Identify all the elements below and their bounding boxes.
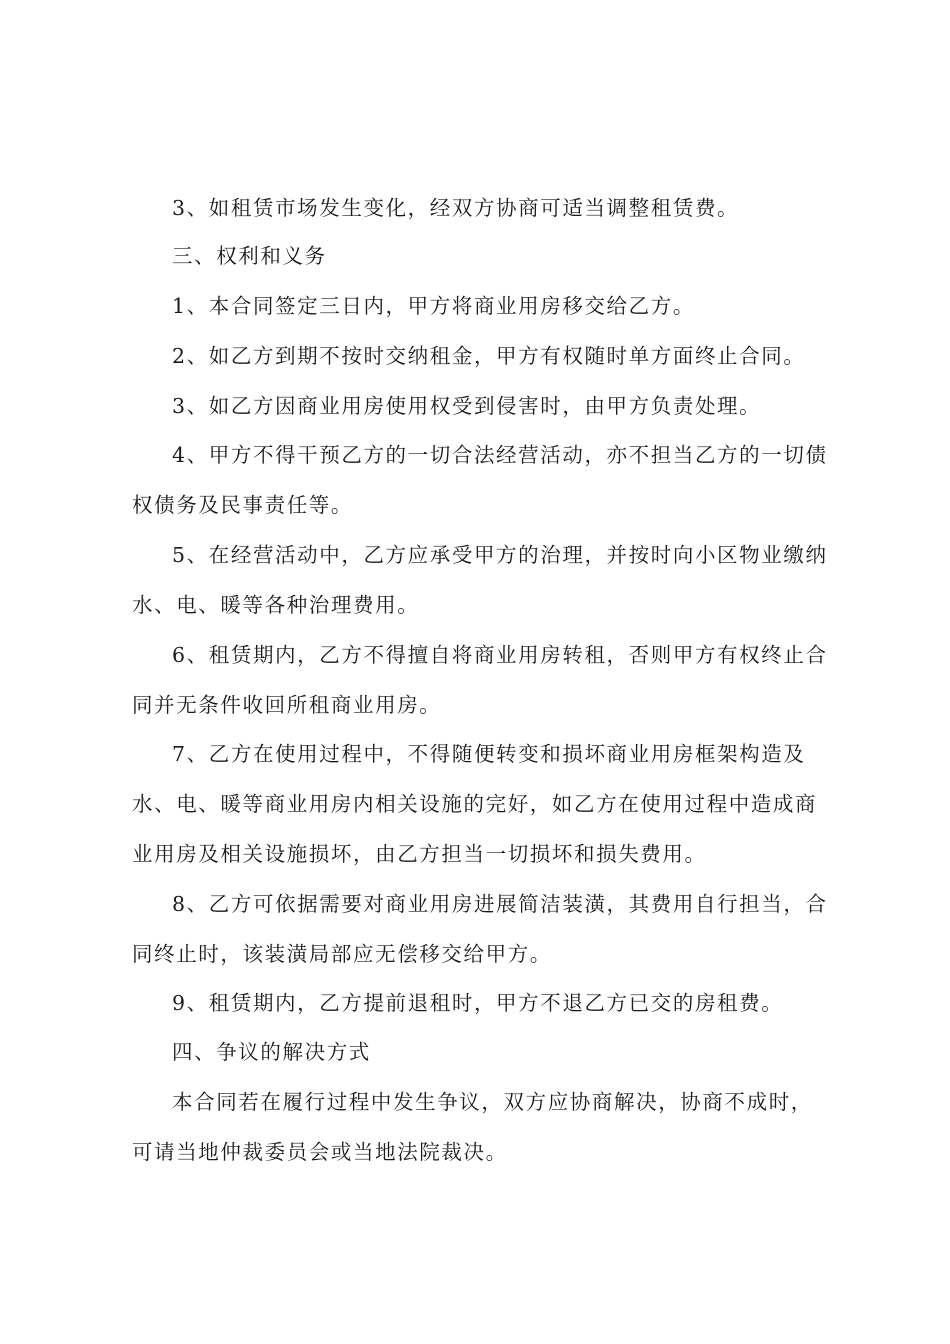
paragraph-line: 7、乙方在使用过程中，不得随便转变和损坏商业用房框架构造及 [172,742,806,766]
paragraph-line: 9、租赁期内，乙方提前退租时，甲方不退乙方已交的房租费。 [172,991,784,1015]
paragraph-line: 4、甲方不得干预乙方的一切合法经营活动，亦不担当乙方的一切债 [172,443,828,467]
paragraph-line: 8、乙方可依据需要对商业用房进展简洁装潢，其费用自行担当，合 [172,892,828,916]
section-heading: 四、争议的解决方式 [172,1040,371,1064]
paragraph-line: 业用房及相关设施损坏，由乙方担当一切损坏和损失费用。 [132,842,707,866]
paragraph-line: 3、如租赁市场发生变化，经双方协商可适当调整租赁费。 [172,196,740,220]
section-heading: 三、权利和义务 [172,244,327,268]
paragraph-line: 3、如乙方因商业用房使用权受到侵害时，由甲方负责处理。 [172,394,762,418]
paragraph-line: 2、如乙方到期不按时交纳租金，甲方有权随时单方面终止合同。 [172,344,806,368]
paragraph-line: 水、电、暖等各种治理费用。 [132,593,420,617]
paragraph-line: 本合同若在履行过程中发生争议，双方应协商解决，协商不成时， [172,1090,813,1114]
paragraph-line: 水、电、暖等商业用房内相关设施的完好，如乙方在使用过程中造成商 [132,792,818,816]
paragraph-line: 同并无条件收回所租商业用房。 [132,693,442,717]
paragraph-line: 可请当地仲裁委员会或当地法院裁决。 [132,1140,508,1164]
paragraph-line: 1、本合同签定三日内，甲方将商业用房移交给乙方。 [172,294,695,318]
paragraph-line: 6、租赁期内，乙方不得擅自将商业用房转租，否则甲方有权终止合 [172,643,828,667]
paragraph-line: 权债务及民事责任等。 [132,493,353,517]
paragraph-line: 5、在经营活动中，乙方应承受甲方的治理，并按时向小区物业缴纳 [172,543,828,567]
paragraph-line: 同终止时，该装潢局部应无偿移交给甲方。 [132,942,552,966]
